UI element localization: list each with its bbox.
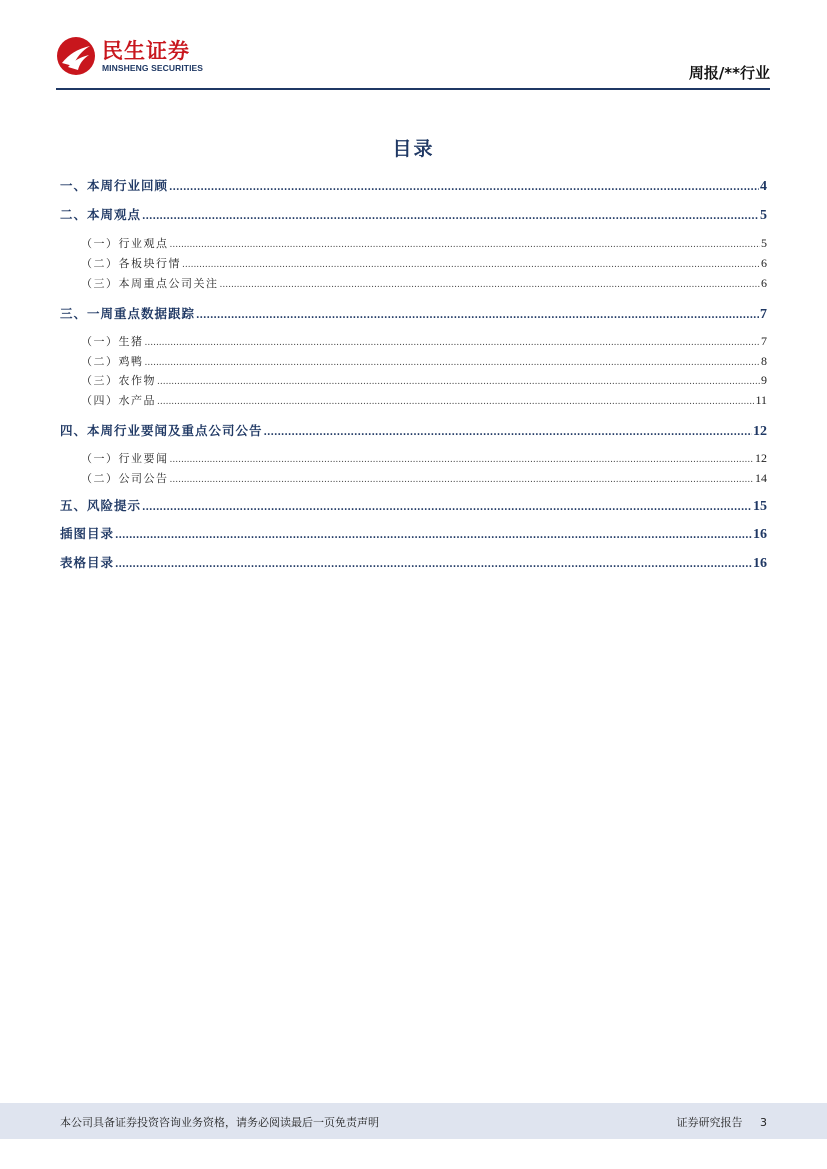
toc-entry[interactable] <box>60 392 767 408</box>
toc-entry-label: （二）鸡鸭 <box>81 355 144 368</box>
toc-entry-label: 二、本周观点 <box>60 207 142 222</box>
toc-entry-page: 16 <box>753 527 767 542</box>
toc-leader-dots <box>142 211 759 222</box>
footer-doc-type: 证券研究报告 <box>676 1116 743 1129</box>
toc-entry[interactable] <box>60 553 767 572</box>
page-header <box>56 36 770 90</box>
toc-entry-label: （三）本周重点公司关注 <box>81 277 219 290</box>
toc-leader-dots <box>220 280 761 290</box>
toc-entry[interactable] <box>60 421 767 440</box>
toc-entry-label: 表格目录 <box>60 555 115 570</box>
logo-english-name: MINSHENG SECURITIES <box>102 62 204 73</box>
toc-entry[interactable] <box>60 372 767 388</box>
toc-leader-dots <box>170 475 755 485</box>
toc-entry-page: 12 <box>753 424 767 439</box>
report-type: 周报/**行业 <box>688 64 770 82</box>
toc-leader-dots <box>157 397 754 407</box>
toc-entry[interactable] <box>60 235 767 251</box>
footer-page-number: 3 <box>760 1116 767 1129</box>
toc-entry-page: 4 <box>760 179 767 194</box>
toc-entry-page: 7 <box>761 334 767 348</box>
toc-entry-page: 11 <box>755 393 767 407</box>
toc-leader-dots <box>264 427 752 438</box>
toc-leader-dots <box>170 455 755 465</box>
company-logo <box>56 36 203 76</box>
minsheng-logo-icon <box>56 36 96 76</box>
toc-leader-dots <box>157 377 760 387</box>
toc-entry-page: 8 <box>761 354 767 368</box>
footer-disclaimer: 本公司具备证券投资咨询业务资格，请务必阅读最后一页免责声明 <box>60 1116 379 1129</box>
toc-entry-page: 16 <box>753 556 767 571</box>
toc-entry-label: 插图目录 <box>60 526 115 541</box>
toc-entry-page: 6 <box>761 276 767 290</box>
toc-entry-label: 五、风险提示 <box>60 498 142 513</box>
toc-entry-page: 7 <box>760 307 767 322</box>
toc-leader-dots <box>170 240 761 250</box>
logo-chinese-name: 民生证券 <box>102 38 190 63</box>
toc-entry-label: 一、本周行业回顾 <box>60 178 169 193</box>
toc-leader-dots <box>145 338 761 348</box>
toc-entry[interactable] <box>60 255 767 271</box>
toc-entry[interactable] <box>60 450 767 466</box>
toc-entry[interactable] <box>60 176 767 195</box>
toc-entry-label: （二）各板块行情 <box>81 257 181 270</box>
toc-entry[interactable] <box>60 304 767 323</box>
toc-entry-label: 三、一周重点数据跟踪 <box>60 306 196 321</box>
toc-entry-label: （一）行业观点 <box>81 237 169 250</box>
toc-entry-label: （二）公司公告 <box>81 472 169 485</box>
toc-leader-dots <box>196 310 759 321</box>
toc-leader-dots <box>142 502 752 513</box>
page-footer <box>0 1103 827 1139</box>
toc-entry-label: （三）农作物 <box>81 374 156 387</box>
toc-entry-label: （一）生猪 <box>81 335 144 348</box>
toc-entry-label: 四、本周行业要闻及重点公司公告 <box>60 423 263 438</box>
header-divider <box>56 88 770 90</box>
toc-entry-page: 14 <box>755 471 767 485</box>
toc-leader-dots <box>169 182 759 193</box>
toc-entry[interactable] <box>60 205 767 224</box>
toc-leader-dots <box>182 260 760 270</box>
toc-entry-page: 9 <box>761 373 767 387</box>
toc-leader-dots <box>145 358 761 368</box>
toc-entry[interactable] <box>60 275 767 291</box>
toc-leader-dots <box>115 559 752 570</box>
toc-entry-page: 5 <box>761 236 767 250</box>
toc-entry-label: （一）行业要闻 <box>81 452 169 465</box>
toc-entry[interactable] <box>60 353 767 369</box>
toc-entry[interactable] <box>60 496 767 515</box>
footer-right <box>663 1114 768 1130</box>
toc-entry-page: 5 <box>760 208 767 223</box>
toc-entry-label: （四）水产品 <box>81 394 156 407</box>
toc-leader-dots <box>115 530 752 541</box>
page-title: 目录 <box>392 138 435 160</box>
toc-entry[interactable] <box>60 470 767 486</box>
toc-entry-page: 15 <box>753 499 767 514</box>
toc-entry-page: 12 <box>755 451 767 465</box>
toc-entry[interactable] <box>60 524 767 543</box>
toc-entry-page: 6 <box>761 256 767 270</box>
toc-entry[interactable] <box>60 333 767 349</box>
